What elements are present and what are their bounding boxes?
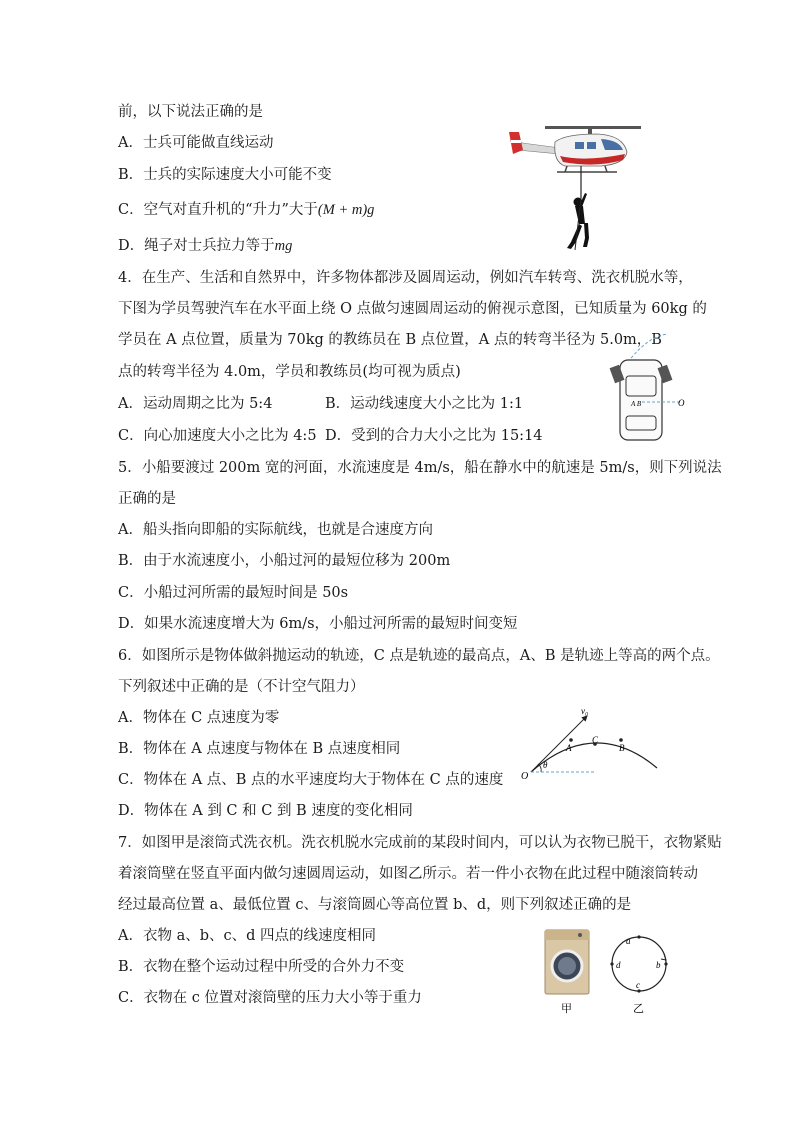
label-c: C	[592, 735, 599, 745]
q5-option-d: D．如果水流速度增大为 6m/s，小船过河所需的最短时间变短	[118, 616, 518, 632]
label-c: c	[636, 980, 640, 990]
q7-option-b: B．衣物在整个运动过程中所受的合外力不变	[118, 959, 405, 975]
q3-stem-end: 前，以下说法正确的是	[118, 104, 263, 120]
helicopter-figure	[505, 120, 645, 255]
label-v0: v₀	[581, 706, 589, 716]
q5-stem-line-1: 5．小船要渡过 200m 宽的河面，水流速度是 4m/s，船在静水中的航速是 5m/s，则下列说法	[118, 460, 722, 476]
q4-stem-line-1: 4．在生产、生活和自然界中，许多物体都涉及圆周运动，例如汽车转弯、洗衣机脱水等，	[118, 270, 693, 286]
label-theta: θ	[543, 760, 548, 770]
q4-stem-line-2: 下图为学员驾驶汽车在水平面上绕 O 点做匀速圆周运动的俯视示意图，已知质量为 60kg 的	[118, 301, 707, 317]
label-o: O	[521, 771, 529, 782]
q4-option-b: B．运动线速度大小之比为 1:1	[325, 396, 524, 412]
q7-stem-line-1: 7．如图甲是滚筒式洗衣机。洗衣机脱水完成前的某段时间内，可以认为衣物已脱干，衣物紧贴	[118, 835, 722, 851]
q4-option-d: D．受到的合力大小之比为 15:14	[325, 428, 543, 444]
q3-option-c	[118, 200, 374, 220]
washer-figure	[540, 926, 680, 1018]
q4-option-c: C．向心加速度大小之比为 4:5	[118, 428, 317, 444]
label-a: A	[566, 743, 572, 753]
projectile-figure	[515, 702, 665, 782]
q3-option-b: B．士兵的实际速度大小可能不变	[118, 167, 332, 183]
q7-option-c: C．衣物在 c 位置对滚筒壁的压力大小等于重力	[118, 990, 422, 1006]
q6-option-d: D．物体在 A 到 C 和 C 到 B 速度的变化相同	[118, 803, 413, 819]
washer-diagram	[540, 926, 680, 1018]
q3-option-c-math: (M + m)g	[317, 202, 375, 218]
v0-arrow	[531, 716, 587, 772]
point-b	[619, 738, 623, 742]
q4-option-a: A．运动周期之比为 5:4	[118, 396, 273, 412]
point-a	[569, 738, 573, 742]
car-topview-diagram	[598, 332, 690, 444]
q5-option-c: C．小船过河所需的最短时间是 50s	[118, 585, 349, 601]
q6-option-b: B．物体在 A 点速度与物体在 B 点速度相同	[118, 741, 401, 757]
q4-stem-line-4: 点的转弯半径为 4.0m，学员和教练员(均可视为质点)	[118, 364, 461, 380]
q5-option-a: A．船头指向即船的实际航线，也就是合速度方向	[118, 522, 433, 538]
q5-option-b: B．由于水流速度小，小船过河的最短位移为 200m	[118, 553, 451, 569]
trajectory-curve	[531, 743, 657, 772]
q4-stem-line-3: 学员在 A 点位置，质量为 70kg 的教练员在 B 点位置，A 点的转弯半径为 5.0m，B	[118, 332, 662, 348]
q3-option-d-math: mg	[274, 238, 293, 254]
q6-option-c: C．物体在 A 点、B 点的水平速度均大于物体在 C 点的速度	[118, 772, 504, 788]
q3-option-d	[118, 236, 292, 256]
car-label-o: O	[678, 398, 685, 408]
q3-option-a: A．士兵可能做直线运动	[118, 135, 274, 151]
label-d: d	[616, 960, 621, 970]
q7-option-a: A．衣物 a、b、c、d 四点的线速度相同	[118, 928, 377, 944]
q7-stem-line-2: 着滚筒壁在竖直平面内做匀速圆周运动，如图乙所示。若一件小衣物在此过程中随滚筒转动	[118, 866, 698, 882]
helicopter-illustration	[505, 120, 645, 255]
q6-stem-line-2: 下列叙述中正确的是（不计空气阻力）	[118, 679, 365, 695]
projectile-diagram	[515, 702, 665, 782]
car-label-ab: A B	[631, 400, 642, 408]
q3-option-c-text: C．空气对直升机的“升力”大于	[118, 202, 318, 218]
label-a: a	[626, 936, 631, 946]
label-jia: 甲	[561, 1003, 572, 1015]
label-yi: 乙	[633, 1003, 644, 1015]
q6-option-a: A．物体在 C 点速度为零	[118, 710, 280, 726]
rotation-arrow	[661, 954, 666, 960]
label-b: b	[656, 960, 661, 970]
q5-stem-line-2: 正确的是	[118, 491, 176, 507]
q3-option-d-text: D．绳子对士兵拉力等于	[118, 238, 275, 254]
label-b: B	[619, 743, 625, 753]
q6-stem-line-1: 6．如图所示是物体做斜抛运动的轨迹，C 点是轨迹的最高点，A、B 是轨迹上等高的两个点。	[118, 648, 720, 664]
q7-stem-line-3: 经过最高位置 a、最低位置 c、与滚筒圆心等高位置 b、d，则下列叙述正确的是	[118, 897, 632, 913]
car-figure	[598, 332, 690, 444]
